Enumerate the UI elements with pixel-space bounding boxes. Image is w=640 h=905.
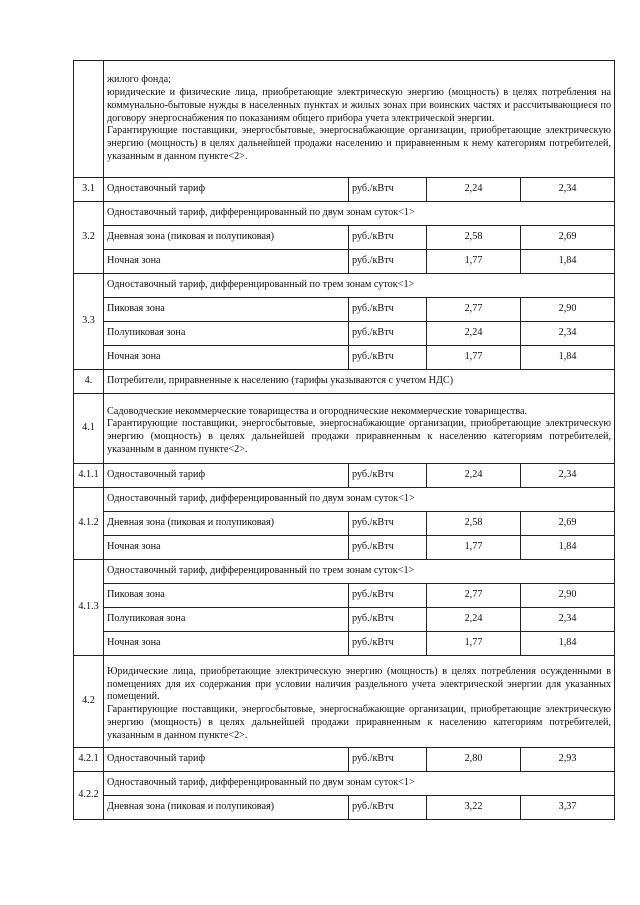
value-second-half: 2,90 xyxy=(521,298,615,322)
row-3-2-night xyxy=(74,250,615,274)
row-4-2-2-header xyxy=(74,772,615,796)
unit-cell: руб./кВтч xyxy=(349,608,427,632)
value-second-half: 2,34 xyxy=(521,608,615,632)
row-number: 4.2 xyxy=(74,656,104,748)
unit-cell: руб./кВтч xyxy=(349,536,427,560)
value-first-half: 2,58 xyxy=(427,512,521,536)
unit-cell: руб./кВтч xyxy=(349,512,427,536)
value-first-half: 2,24 xyxy=(427,464,521,488)
tariff-name: Одноставочный тариф xyxy=(104,464,349,488)
section-title: Потребители, приравненные к населению (тарифы указываются с учетом НДС) xyxy=(104,370,615,394)
row-4-1-2-day xyxy=(74,512,615,536)
row-3-3-header xyxy=(74,274,615,298)
value-first-half: 1,77 xyxy=(427,250,521,274)
value-second-half: 2,90 xyxy=(521,584,615,608)
row-4-1-3-half xyxy=(74,608,615,632)
category-para-2: Гарантирующие поставщики, энергосбытовые, энергоснабжающие организации, приобретающие электрическую энергию (мощность) в целях дальнейшей продажи приравненным к населению категориям потребителей, указанным в данном пункте<2>. xyxy=(107,418,612,455)
row-4-1 xyxy=(74,394,615,464)
zone-name: Пиковая зона xyxy=(104,584,349,608)
value-first-half: 1,77 xyxy=(427,536,521,560)
unit-cell: руб./кВтч xyxy=(349,748,427,772)
value-second-half: 2,34 xyxy=(521,178,615,202)
intro-line-2: юридические и физические лица, приобретающие электрическую энергию (мощность) в целях потребления на коммунально-бытовые нужды в населенных пунктах и жилых зонах при воинских частях и рассчитывающиеся по договору энергоснабжения по показаниям общего прибора учета электрической энергии. xyxy=(107,87,612,124)
value-second-half: 2,69 xyxy=(521,226,615,250)
unit-cell: руб./кВтч xyxy=(349,464,427,488)
unit-cell: руб./кВтч xyxy=(349,178,427,202)
row-4-1-2-header xyxy=(74,488,615,512)
value-second-half: 2,34 xyxy=(521,464,615,488)
value-second-half: 2,34 xyxy=(521,322,615,346)
row-3-1 xyxy=(74,178,615,202)
value-first-half: 2,24 xyxy=(427,608,521,632)
category-para-1: Юридические лица, приобретающие электрическую энергию (мощность) в целях потребления осужденными в помещениях для их содержания при условии наличия раздельного учета электрической энергии для указанных помещений. xyxy=(107,665,612,703)
intro-text-cell xyxy=(104,61,615,178)
value-second-half: 1,84 xyxy=(521,250,615,274)
intro-line-3: Гарантирующие поставщики, энергосбытовые, энергоснабжающие организации, приобретающие электрическую энергию (мощность) в целях дальнейшей продажи населению и приравненным к нему категориям потребителей, указанным в данном пункте<2>. xyxy=(107,125,612,162)
unit-cell: руб./кВтч xyxy=(349,584,427,608)
unit-cell: руб./кВтч xyxy=(349,632,427,656)
unit-cell: руб./кВтч xyxy=(349,322,427,346)
value-second-half: 1,84 xyxy=(521,536,615,560)
zone-name: Дневная зона (пиковая и полупиковая) xyxy=(104,512,349,536)
category-description xyxy=(104,656,615,748)
value-first-half: 3,22 xyxy=(427,796,521,820)
category-description xyxy=(104,394,615,464)
row-4-1-2-night xyxy=(74,536,615,560)
unit-cell: руб./кВтч xyxy=(349,226,427,250)
intro-num-cell xyxy=(74,61,104,178)
value-first-half: 2,80 xyxy=(427,748,521,772)
row-3-3-night xyxy=(74,346,615,370)
value-second-half: 1,84 xyxy=(521,632,615,656)
row-4-2-2-day xyxy=(74,796,615,820)
value-first-half: 2,77 xyxy=(427,584,521,608)
row-number: 4.1 xyxy=(74,394,104,464)
unit-cell: руб./кВтч xyxy=(349,250,427,274)
tariff-name: Одноставочный тариф xyxy=(104,178,349,202)
row-4-2-1 xyxy=(74,748,615,772)
category-para-1: Садоводческие некоммерческие товарищества и огороднические некоммерческие товарищества. xyxy=(107,405,528,417)
zone-name: Ночная зона xyxy=(104,632,349,656)
row-number: 4. xyxy=(74,370,104,394)
zone-name: Ночная зона xyxy=(104,536,349,560)
zone-name: Дневная зона (пиковая и полупиковая) xyxy=(104,226,349,250)
row-number: 3.1 xyxy=(74,178,104,202)
unit-cell: руб./кВтч xyxy=(349,346,427,370)
unit-cell: руб./кВтч xyxy=(349,796,427,820)
row-number: 4.1.2 xyxy=(74,488,104,560)
row-number: 4.1.1 xyxy=(74,464,104,488)
row-number: 4.2.1 xyxy=(74,748,104,772)
row-3-3-half xyxy=(74,322,615,346)
tariff-group-header: Одноставочный тариф, дифференцированный по двум зонам суток<1> xyxy=(104,202,615,226)
value-first-half: 1,77 xyxy=(427,346,521,370)
row-4 xyxy=(74,370,615,394)
zone-name: Дневная зона (пиковая и полупиковая) xyxy=(104,796,349,820)
row-number: 3.3 xyxy=(74,274,104,370)
intro-row xyxy=(74,61,615,178)
value-first-half: 2,24 xyxy=(427,322,521,346)
value-second-half: 2,93 xyxy=(521,748,615,772)
row-number: 3.2 xyxy=(74,202,104,274)
tariff-group-header: Одноставочный тариф, дифференцированный по трем зонам суток<1> xyxy=(104,560,615,584)
row-4-1-3-night xyxy=(74,632,615,656)
value-second-half: 3,37 xyxy=(521,796,615,820)
tariff-table xyxy=(73,60,615,820)
row-number: 4.2.2 xyxy=(74,772,104,820)
row-4-1-3-header xyxy=(74,560,615,584)
zone-name: Ночная зона xyxy=(104,250,349,274)
unit-cell: руб./кВтч xyxy=(349,298,427,322)
row-4-1-3-peak xyxy=(74,584,615,608)
row-3-2-header xyxy=(74,202,615,226)
row-3-3-peak xyxy=(74,298,615,322)
row-3-2-day xyxy=(74,226,615,250)
zone-name: Пиковая зона xyxy=(104,298,349,322)
value-first-half: 2,77 xyxy=(427,298,521,322)
tariff-group-header: Одноставочный тариф, дифференцированный по двум зонам суток<1> xyxy=(104,772,615,796)
value-first-half: 2,58 xyxy=(427,226,521,250)
category-para-2: Гарантирующие поставщики, энергосбытовые, энергоснабжающие организации, приобретающие электрическую энергию (мощность) в целях дальнейшей продажи приравненным к населению категориям потребителей, указанным в данном пункте<2>. xyxy=(107,704,612,741)
row-number: 4.1.3 xyxy=(74,560,104,656)
value-second-half: 1,84 xyxy=(521,346,615,370)
intro-line-1: жилого фонда; xyxy=(107,74,171,86)
zone-name: Полупиковая зона xyxy=(104,322,349,346)
tariff-group-header: Одноставочный тариф, дифференцированный по двум зонам суток<1> xyxy=(104,488,615,512)
tariff-name: Одноставочный тариф xyxy=(104,748,349,772)
value-second-half: 2,69 xyxy=(521,512,615,536)
zone-name: Полупиковая зона xyxy=(104,608,349,632)
zone-name: Ночная зона xyxy=(104,346,349,370)
tariff-group-header: Одноставочный тариф, дифференцированный по трем зонам суток<1> xyxy=(104,274,615,298)
row-4-1-1 xyxy=(74,464,615,488)
row-4-2 xyxy=(74,656,615,748)
value-first-half: 1,77 xyxy=(427,632,521,656)
value-first-half: 2,24 xyxy=(427,178,521,202)
